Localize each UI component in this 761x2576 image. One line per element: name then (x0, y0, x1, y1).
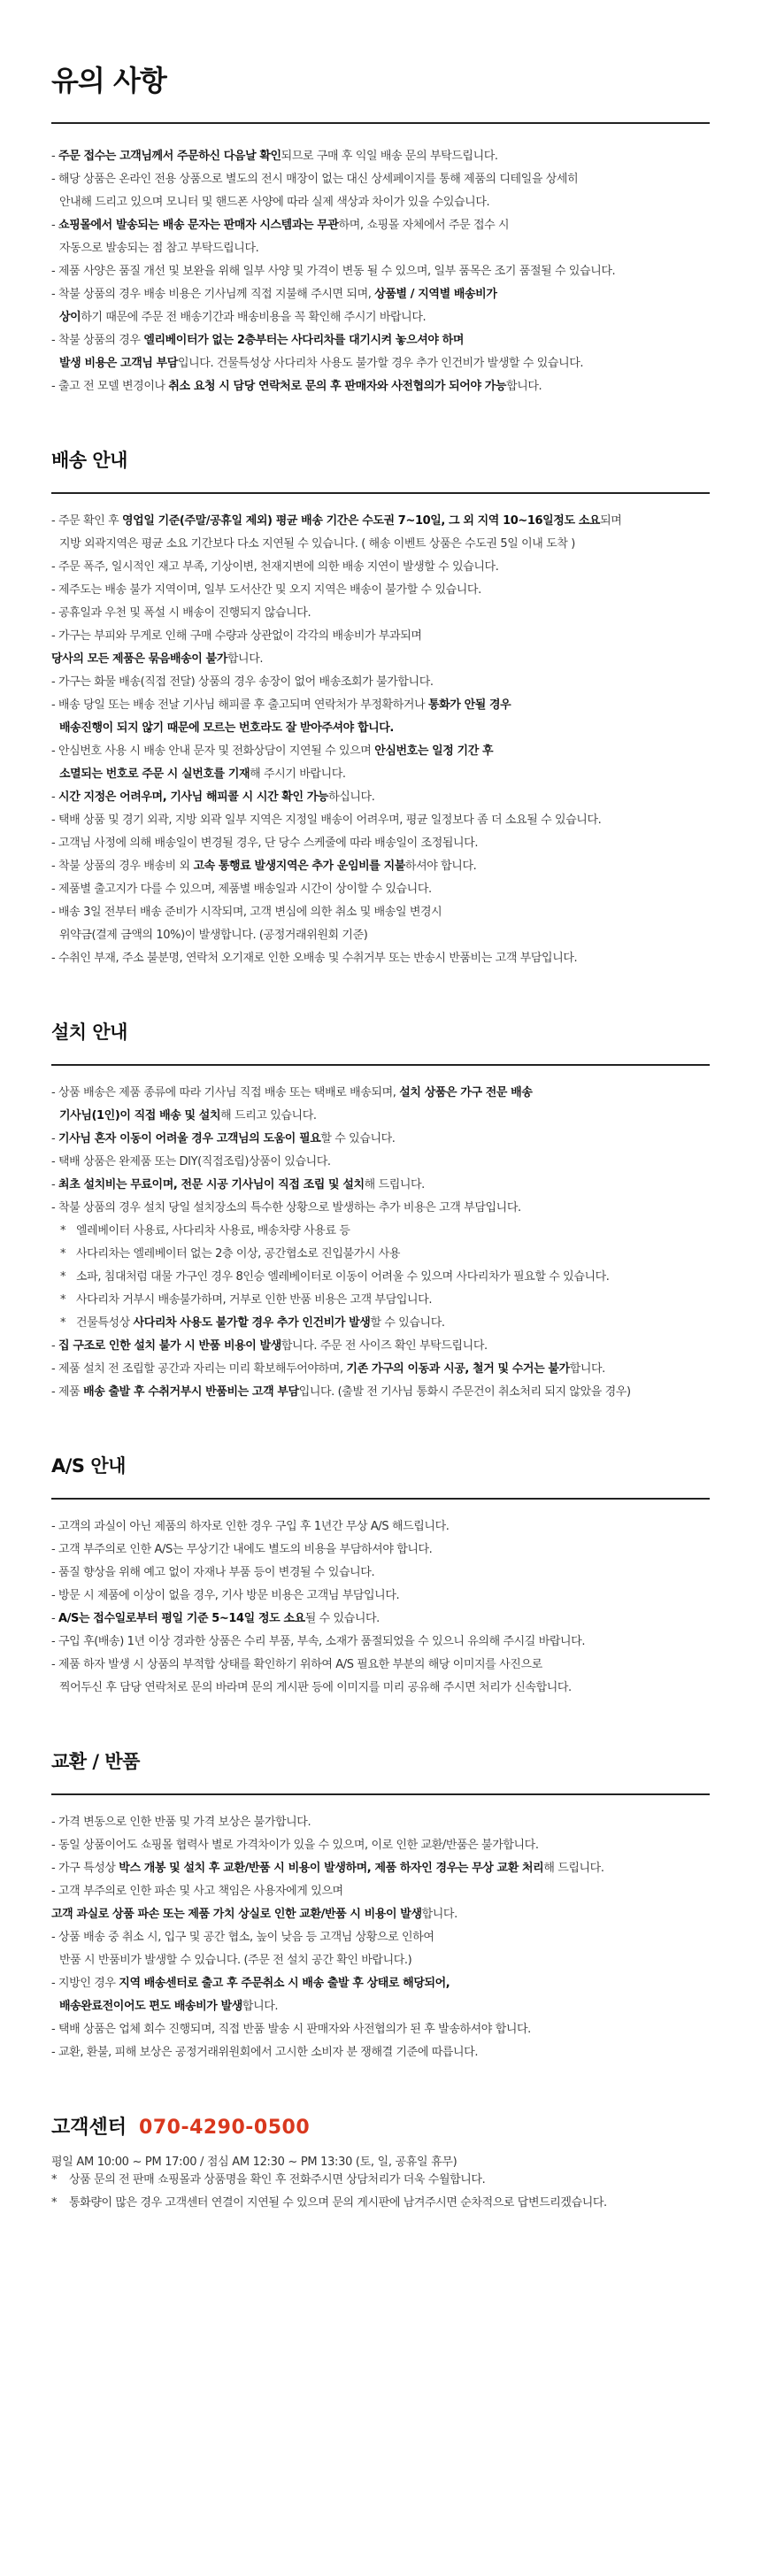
list-item: - 품질 향상을 위해 예고 없이 자재나 부품 등이 변경될 수 있습니다. (51, 1566, 375, 1579)
list-item: - 배송 3일 전부터 배송 준비가 시작되며, 고객 변심에 의한 취소 및 배송일 변경시 (51, 906, 442, 919)
list-item: - 착불 상품의 경우 배송 비용은 기사님께 직접 지불해 주시면 되며, 상품별 / 지역별 배송비가 (51, 288, 497, 301)
list-item: - A/S는 접수일로부터 평일 기준 5~14일 정도 소요될 수 있습니다. (51, 1612, 380, 1625)
delivery-list (51, 510, 710, 970)
list-item: - 기사님 혼자 이동이 어려울 경우 고객님의 도움이 필요할 수 있습니다. (51, 1132, 396, 1145)
list-item: - 주문 접수는 고객님께서 주문하신 다음날 확인되므로 구매 후 익일 배송 문의 부탁드립니다. (51, 150, 498, 163)
emphasis-text: 통화가 안될 경우 (427, 698, 511, 712)
emphasis-text: 엘리베이터가 없는 2층부터는 사다리차를 대기시켜 놓으셔야 하며 (143, 334, 464, 347)
refund-list (51, 1811, 710, 2064)
install-title: 설치 안내 (51, 1022, 127, 1043)
list-item: 상이하기 때문에 주문 전 배송기간과 배송비용을 꼭 확인해 주시기 바랍니다. (59, 311, 427, 324)
emphasis-text: 쇼핑몰에서 발송되는 배송 문자는 판매자 시스템과는 무관 (58, 219, 339, 232)
list-item: 찍어두신 후 담당 연락처로 문의 바라며 문의 게시판 등에 이미지를 미리 공유해 주시면 처리가 신속합니다. (59, 1681, 572, 1694)
list-item: - 착불 상품의 경우 엘리베이터가 없는 2층부터는 사다리차를 대기시켜 놓으셔야 하며 (51, 334, 464, 347)
install-section (51, 1018, 710, 1404)
emphasis-text: 상이 (59, 311, 81, 324)
notice-title: 유의 사항 (51, 64, 166, 97)
list-item: - 가격 변동으로 인한 반품 및 가격 보상은 불가합니다. (51, 1816, 311, 1829)
list-item: * 엘레베이터 사용료, 사다리차 사용료, 배송차량 사용료 등 (51, 1220, 710, 1243)
list-item: 발생 비용은 고객님 부담입니다. 건물특성상 사다리차 사용도 불가할 경우 추가 인건비가 발생할 수 있습니다. (59, 357, 584, 370)
refund-section (51, 1747, 710, 2064)
list-item: - 상품 배송은 제품 종류에 따라 기사님 직접 배송 또는 택배로 배송되며, 설치 상품은 가구 전문 배송 (51, 1086, 533, 1099)
section-divider (51, 492, 710, 494)
list-item: - 방문 시 제품에 이상이 없을 경우, 기사 방문 비용은 고객님 부담입니다. (51, 1589, 400, 1602)
list-item: - 지방인 경우 지역 배송센터로 출고 후 주문취소 시 배송 출발 후 상태로 해당되어, (51, 1977, 450, 1990)
list-item: - 최초 설치비는 무료이며, 전문 시공 기사님이 직접 조립 및 설치해 드립니다. (51, 1178, 425, 1192)
list-item: - 제품 사양은 품질 개선 및 보완을 위해 일부 사양 및 가격이 변동 될 수 있으며, 일부 품목은 조기 품절될 수 있습니다. (51, 265, 616, 278)
customer-center-header (51, 2112, 710, 2140)
list-item: - 가구는 부피와 무게로 인해 구매 수량과 상관없이 각각의 배송비가 부과되며 (51, 629, 422, 643)
bullet: * (51, 2173, 58, 2187)
list-item: - 택배 상품은 업체 회수 진행되며, 직접 반품 발송 시 판매자와 사전협의가 된 후 발송하셔야 합니다. (51, 2023, 531, 2036)
emphasis-text: 설치 상품은 가구 전문 배송 (399, 1086, 533, 1099)
list-item: - 택배 상품 및 경기 외곽, 지방 외곽 일부 지역은 지정일 배송이 어려우며, 평균 일정보다 좀 더 소요될 수 있습니다. (51, 814, 602, 827)
list-item (51, 2169, 710, 2192)
list-item: - 시간 지정은 어려우며, 기사님 해피콜 시 시간 확인 가능하십니다. (51, 791, 375, 804)
list-item: - 가구는 화물 배송(직접 전달) 상품의 경우 송장이 없어 배송조회가 불가합니다. (51, 675, 434, 689)
list-item: - 고객님 사정에 의해 배송일이 변경될 경우, 단 당수 스케줄에 따라 배송일이 조정됩니다. (51, 837, 479, 850)
list-item: - 해당 상품은 온라인 전용 상품으로 별도의 전시 매장이 없는 대신 상세페이지를 통해 제품의 디테일을 상세히 (51, 173, 579, 186)
customer-center (51, 2112, 710, 2215)
emphasis-text: 기사님(1인)이 직접 배송 및 설치 (59, 1109, 221, 1122)
section-divider (51, 1064, 710, 1066)
emphasis-text: 지역 배송센터로 출고 후 주문취소 시 배송 출발 후 상태로 해당되어, (119, 1977, 450, 1990)
sub-bullet: * (60, 1224, 66, 1238)
list-item: 위약금(결제 금액의 10%)이 발생합니다. (공정거래위원회 기준) (59, 929, 368, 942)
list-item: 소멸되는 번호로 주문 시 실번호를 기재해 주시기 바랍니다. (59, 767, 346, 781)
emphasis-text: 고속 통행료 발생지역은 추가 운임비를 지불 (193, 860, 405, 873)
list-item: - 고객의 과실이 아닌 제품의 하자로 인한 경우 구입 후 1년간 무상 A/S 해드립니다. (51, 1520, 450, 1533)
emphasis-text: 주문 접수는 고객님께서 주문하신 다음날 확인 (58, 150, 281, 163)
emphasis-text: 집 구조로 인한 설치 불가 시 반품 비용이 발생 (58, 1339, 281, 1353)
emphasis-text: 고객 과실로 상품 파손 또는 제품 가치 상실로 인한 교환/반품 시 비용이 발생 (51, 1908, 422, 1921)
list-item: - 집 구조로 인한 설치 불가 시 반품 비용이 발생합니다. 주문 전 사이즈 확인 부탁드립니다. (51, 1339, 488, 1353)
list-item: - 고객 부주의로 인한 파손 및 사고 책임은 사용자에게 있으며 (51, 1885, 343, 1898)
emphasis-text: 배송완료전이어도 편도 배송비가 발생 (59, 2000, 242, 2013)
emphasis-text: 배송 출발 후 수취거부시 반품비는 고객 부담 (83, 1385, 299, 1399)
notice-section (51, 58, 710, 398)
list-item: - 고객 부주의로 인한 A/S는 무상기간 내에도 별도의 비용을 부담하셔야 합니다. (51, 1543, 433, 1556)
list-item: - 가구 특성상 박스 개봉 및 설치 후 교환/반품 시 비용이 발생하며, 제품 하자인 경우는 무상 교환 처리해 드립니다. (51, 1862, 604, 1875)
emphasis-text: 기존 가구의 이동과 시공, 철거 및 수거는 불가 (346, 1362, 570, 1376)
section-divider (51, 1793, 710, 1795)
install-list (51, 1082, 710, 1404)
emphasis-text: 발생 비용은 고객님 부담 (59, 357, 178, 370)
list-item: - 교환, 환불, 피해 보상은 공정거래위원회에서 고시한 소비자 분 쟁해결 기준에 따릅니다. (51, 2046, 479, 2059)
list-item: - 착불 상품의 경우 배송비 외 고속 통행료 발생지역은 추가 운임비를 지불하셔야 합니다. (51, 860, 477, 873)
note-text: 통화량이 많은 경우 고객센터 연결이 지연될 수 있으며 문의 게시판에 남겨주시면 순차적으로 답변드리겠습니다. (69, 2196, 607, 2210)
list-item: - 택배 상품은 완제품 또는 DIY(직접조립)상품이 있습니다. (51, 1155, 331, 1168)
list-item: - 상품 배송 중 취소 시, 입구 및 공간 협소, 높이 낮음 등 고객님 상황으로 인하여 (51, 1931, 434, 1944)
emphasis-text: 소멸되는 번호로 주문 시 실번호를 기재 (59, 767, 250, 781)
list-item: - 배송 당일 또는 배송 전날 기사님 해피콜 후 출고되며 연락처가 부정확하거나 통화가 안될 경우 (51, 698, 511, 712)
sub-bullet: * (60, 1316, 66, 1330)
emphasis-text: 상품별 / 지역별 배송비가 (374, 288, 497, 301)
customer-center-phone[interactable]: 070-4290-0500 (139, 2117, 311, 2139)
list-item: 당사의 모든 제품은 묶음배송이 불가합니다. (51, 652, 264, 666)
notice-list (51, 145, 710, 398)
bullet: * (51, 2196, 58, 2210)
as-list (51, 1516, 710, 1700)
section-divider (51, 1498, 710, 1500)
note-text: 상품 문의 전 판매 쇼핑몰과 상품명을 확인 후 전화주시면 상담처리가 더욱 수월합니다. (69, 2173, 486, 2187)
delivery-section (51, 446, 710, 970)
refund-title: 교환 / 반품 (51, 1751, 140, 1772)
list-item: - 제품 배송 출발 후 수취거부시 반품비는 고객 부담입니다. (출발 전 기사님 통화시 주문건이 취소처리 되지 않았을 경우) (51, 1385, 631, 1399)
list-item (51, 2192, 710, 2215)
emphasis-text: 당사의 모든 제품은 묶음배송이 불가 (51, 652, 227, 666)
emphasis-text: A/S는 접수일로부터 평일 기준 5~14일 정도 소요 (58, 1612, 305, 1625)
section-divider (51, 122, 710, 124)
list-item: 기사님(1인)이 직접 배송 및 설치해 드리고 있습니다. (59, 1109, 317, 1122)
emphasis-text: 영업일 기준(주말/공휴일 제외) 평균 배송 기간은 수도권 7~10일, 그 외 지역 10~16일정도 소요 (122, 514, 601, 528)
customer-center-notes (51, 2169, 710, 2215)
list-item: - 동일 상품이어도 쇼핑몰 협력사 별로 가격차이가 있을 수 있으며, 이로 인한 교환/반품은 불가합니다. (51, 1839, 539, 1852)
list-item: 배송완료전이어도 편도 배송비가 발생합니다. (59, 2000, 279, 2013)
as-title: A/S 안내 (51, 1455, 126, 1477)
list-item: * 소파, 침대처럼 대물 가구인 경우 8인승 엘레베이터로 이동이 어려울 수 있으며 사다리차가 필요할 수 있습니다. (51, 1266, 710, 1289)
sub-bullet: * (60, 1293, 66, 1307)
list-item: 반품 시 반품비가 발생할 수 있습니다. (주문 전 설치 공간 확인 바랍니다.) (59, 1954, 412, 1967)
delivery-title: 배송 안내 (51, 450, 127, 471)
list-item: - 수취인 부재, 주소 불분명, 연락처 오기재로 인한 오배송 및 수취거부 또는 반송시 반품비는 고객 부담입니다. (51, 952, 578, 965)
list-item: * 사다리차 거부시 배송불가하며, 거부로 인한 반품 비용은 고객 부담입니다. (51, 1289, 710, 1312)
list-item: - 제주도는 배송 불가 지역이며, 일부 도서산간 및 오지 지역은 배송이 불가할 수 있습니다. (51, 583, 481, 597)
list-item: 자동으로 발송되는 점 참고 부탁드립니다. (59, 242, 259, 255)
list-item: - 제품 하자 발생 시 상품의 부적합 상태를 확인하기 위하여 A/S 필요한 부분의 해당 이미지를 사진으로 (51, 1658, 542, 1671)
emphasis-text: 시간 지정은 어려우며, 기사님 해피콜 시 시간 확인 가능 (58, 791, 329, 804)
as-section (51, 1452, 710, 1700)
emphasis-text: 안심번호는 일정 기간 후 (374, 744, 494, 758)
list-item (51, 717, 710, 740)
emphasis-text: 사다리차 사용도 불가할 경우 추가 인건비가 발생 (133, 1316, 371, 1330)
list-item: - 구입 후(배송) 1년 이상 경과한 상품은 수리 부품, 부속, 소재가 품절되었을 수 있으니 유의해 주시길 바랍니다. (51, 1635, 586, 1648)
list-item: 지방 외곽지역은 평균 소요 기간보다 다소 지연될 수 있습니다. ( 해송 이벤트 상품은 수도권 5일 이내 도착 ) (59, 537, 575, 551)
emphasis-text: 박스 개봉 및 설치 후 교환/반품 시 비용이 발생하며, 제품 하자인 경우는 무상 교환 처리 (119, 1862, 544, 1875)
sub-bullet: * (60, 1247, 66, 1261)
list-item: - 제품별 출고지가 다를 수 있으며, 제품별 배송일과 시간이 상이할 수 있습니다. (51, 883, 432, 896)
list-item: - 제품 설치 전 조립할 공간과 자리는 미리 확보해두어야하며, 기존 가구의 이동과 시공, 철거 및 수거는 불가합니다. (51, 1362, 605, 1376)
list-item: * 사다리차는 엘레베이터 없는 2층 이상, 공간협소로 진입불가시 사용 (51, 1243, 710, 1266)
list-item: - 쇼핑몰에서 발송되는 배송 문자는 판매자 시스템과는 무관하며, 쇼핑몰 자체에서 주문 접수 시 (51, 219, 510, 232)
list-item: 안내해 드리고 있으며 모니터 및 핸드폰 사양에 따라 실제 색상과 차이가 있을 수있습니다. (59, 196, 490, 209)
list-item: * 건물특성상 사다리차 사용도 불가할 경우 추가 인건비가 발생할 수 있습니다. (51, 1312, 710, 1335)
sub-bullet: * (60, 1270, 66, 1284)
list-item: - 착불 상품의 경우 설치 당일 설치장소의 특수한 상황으로 발생하는 추가 비용은 고객 부담입니다. (51, 1201, 521, 1215)
emphasis-text: 최초 설치비는 무료이며, 전문 시공 기사님이 직접 조립 및 설치 (58, 1178, 365, 1192)
emphasis-text: 취소 요청 시 담당 연락처로 문의 후 판매자와 사전협의가 되어야 가능 (168, 380, 507, 393)
list-item: - 주문 확인 후 영업일 기준(주말/공휴일 제외) 평균 배송 기간은 수도권 7~10일, 그 외 지역 10~16일정도 소요되며 (51, 514, 622, 528)
customer-center-title: 고객센터 (51, 2117, 127, 2139)
customer-center-hours: 평일 AM 10:00 ~ PM 17:00 / 점심 AM 12:30 ~ PM 13:30 (토, 일, 공휴일 휴무) (51, 2156, 457, 2169)
emphasis-text: 배송진행이 되지 않기 때문에 모르는 번호라도 잘 받아주셔야 합니다. (59, 721, 394, 735)
list-item: - 공휴일과 우천 및 폭설 시 배송이 진행되지 않습니다. (51, 606, 311, 620)
list-item: - 주문 폭주, 일시적인 재고 부족, 기상이변, 천재지변에 의한 배송 지연이 발생할 수 있습니다. (51, 560, 499, 574)
list-item: 고객 과실로 상품 파손 또는 제품 가치 상실로 인한 교환/반품 시 비용이 발생합니다. (51, 1908, 457, 1921)
emphasis-text: 기사님 혼자 이동이 어려울 경우 고객님의 도움이 필요 (58, 1132, 321, 1145)
list-item: - 출고 전 모델 변경이나 취소 요청 시 담당 연락처로 문의 후 판매자와 사전협의가 되어야 가능합니다. (51, 380, 542, 393)
list-item: - 안심번호 사용 시 배송 안내 문자 및 전화상담이 지연될 수 있으며 안심번호는 일정 기간 후 (51, 744, 494, 758)
